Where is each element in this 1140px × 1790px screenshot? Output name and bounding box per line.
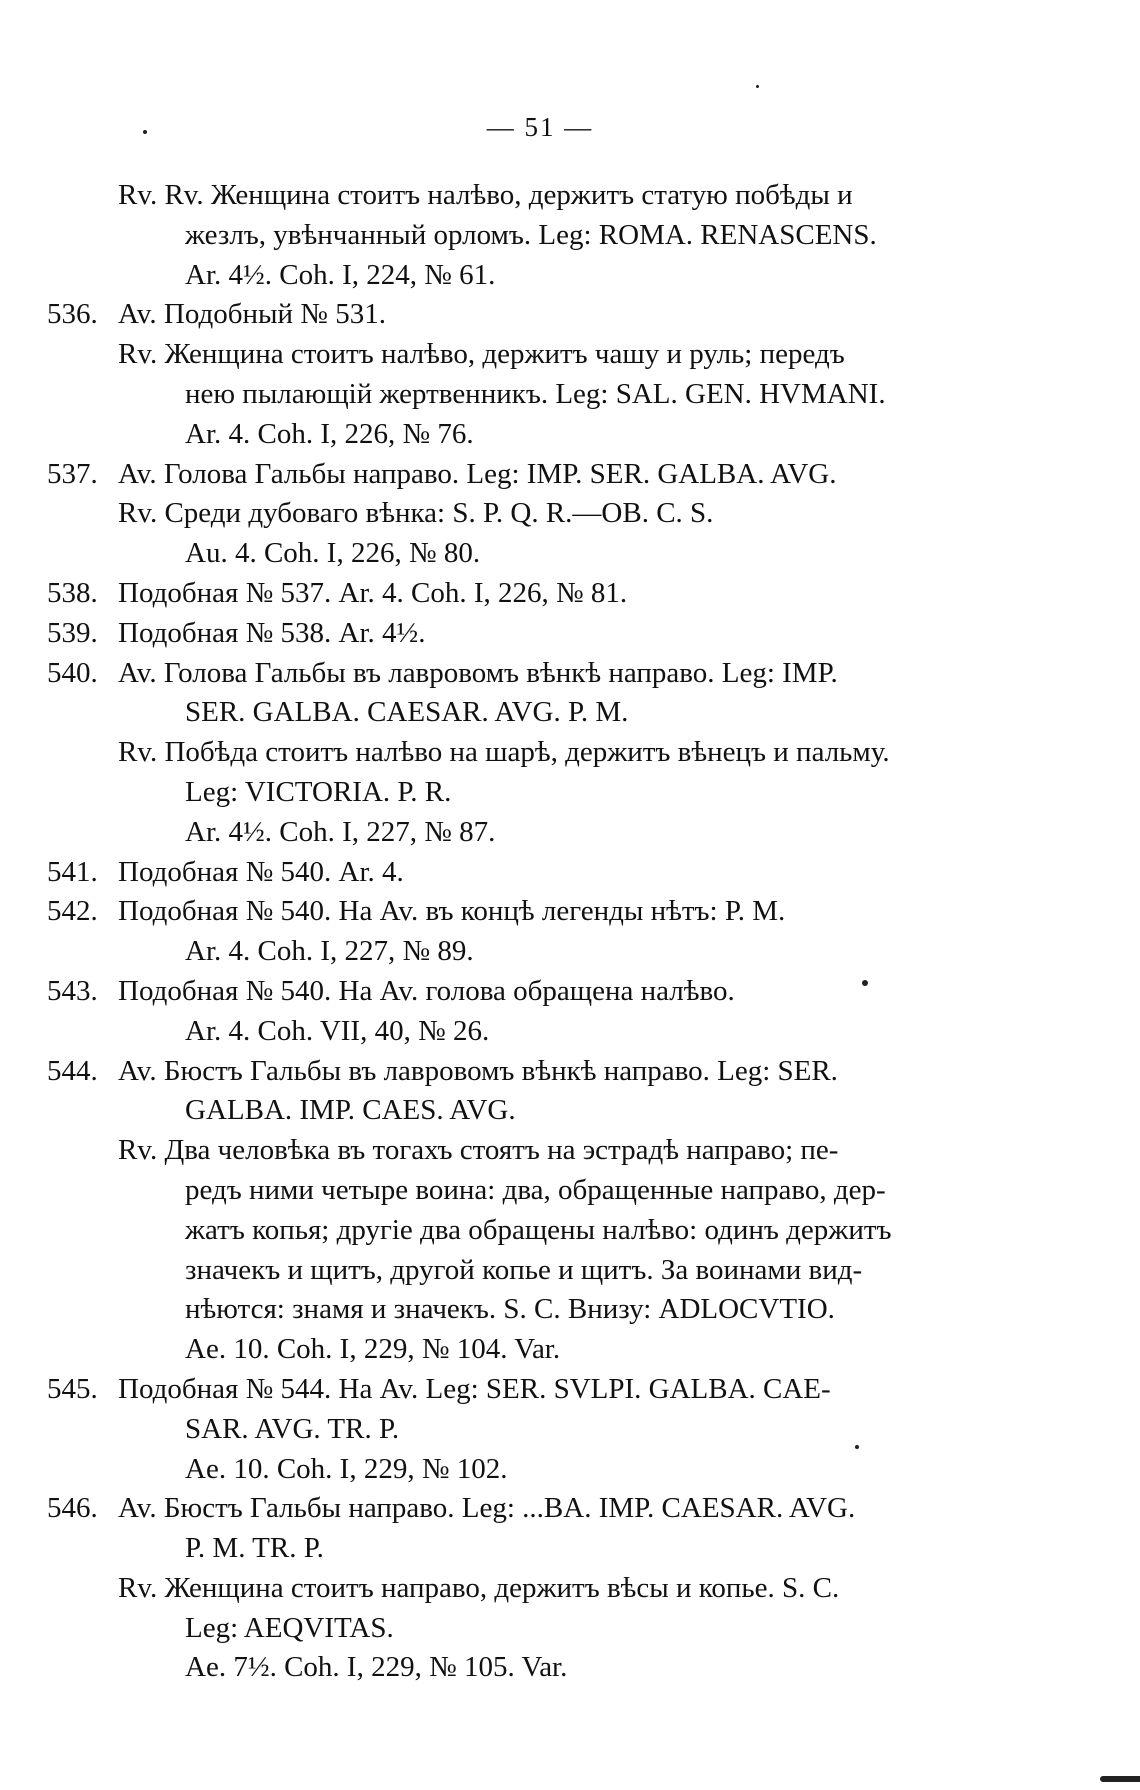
entry-number: 545. bbox=[47, 1372, 98, 1405]
catalog-continuation-line bbox=[0, 1091, 1140, 1131]
catalog-continuation-line bbox=[0, 1330, 1140, 1370]
entry-number: 546. bbox=[47, 1492, 98, 1525]
entry-text: Ae. 10. Coh. I, 229, № 104. Var. bbox=[185, 1333, 561, 1366]
entry-text: Rv. Женщина стоитъ направо, держитъ вѣсы и копье. S. C. bbox=[118, 1571, 840, 1604]
entry-text: Ar. 4. Coh. I, 226, № 76. bbox=[185, 417, 474, 450]
entry-text: Подобная № 540. На Av. голова обращена налѣво. bbox=[118, 974, 735, 1007]
catalog-continuation-line bbox=[0, 176, 1140, 216]
entry-text: Подобная № 544. На Av. Leg: SER. SVLPI. GALBA. CAE- bbox=[118, 1372, 831, 1405]
catalog-continuation-line bbox=[0, 1012, 1140, 1052]
entry-number: 540. bbox=[47, 656, 98, 689]
catalog-continuation-line bbox=[0, 813, 1140, 853]
entry-text: Ae. 7½. Coh. I, 229, № 105. Var. bbox=[185, 1651, 568, 1684]
entry-text: Av. Бюстъ Гальбы направо. Leg: ...BA. IMP. CAESAR. AVG. bbox=[118, 1492, 856, 1525]
catalog-entry-line bbox=[0, 1052, 1140, 1092]
catalog-continuation-line bbox=[0, 534, 1140, 574]
entry-text: Rv. Побѣда стоитъ налѣво на шарѣ, держитъ вѣнецъ и пальму. bbox=[118, 736, 890, 769]
catalog-entry-line bbox=[0, 574, 1140, 614]
page-number: — 51 — bbox=[486, 112, 594, 142]
entry-text: Rv. Среди дубоваго вѣнка: S. P. Q. R.—OB. C. S. bbox=[118, 497, 714, 530]
catalog-entries bbox=[0, 176, 1140, 1688]
entry-text: Ar. 4½. Coh. I, 227, № 87. bbox=[185, 815, 496, 848]
entry-text: GALBA. IMP. CAES. AVG. bbox=[185, 1094, 516, 1127]
catalog-entry-line bbox=[0, 654, 1140, 694]
catalog-continuation-line bbox=[0, 256, 1140, 296]
entry-text: Ar. 4. Coh. I, 227, № 89. bbox=[185, 935, 474, 968]
catalog-continuation-line bbox=[0, 1251, 1140, 1291]
entry-text: Av. Голова Гальбы въ лавровомъ вѣнкѣ направо. Leg: IMP. bbox=[118, 656, 838, 689]
catalog-entry-line bbox=[0, 853, 1140, 893]
catalog-continuation-line bbox=[0, 693, 1140, 733]
catalog-continuation-line bbox=[0, 1211, 1140, 1251]
entry-text: Rv. Два человѣка въ тогахъ стоятъ на эстрадѣ направо; пе- bbox=[118, 1134, 839, 1167]
catalog-continuation-line bbox=[0, 1290, 1140, 1330]
entry-text: Ae. 10. Coh. I, 229, № 102. bbox=[185, 1452, 508, 1485]
catalog-continuation-line bbox=[0, 1171, 1140, 1211]
catalog-entry-line bbox=[0, 972, 1140, 1012]
entry-text: Leg: AEQVITAS. bbox=[185, 1611, 394, 1644]
catalog-continuation-line bbox=[0, 415, 1140, 455]
catalog-continuation-line bbox=[0, 1131, 1140, 1171]
entry-number: 539. bbox=[47, 616, 98, 649]
catalog-entry-line bbox=[0, 1489, 1140, 1529]
print-speck bbox=[862, 980, 868, 986]
catalog-continuation-line bbox=[0, 1410, 1140, 1450]
catalog-continuation-line bbox=[0, 375, 1140, 415]
catalog-continuation-line bbox=[0, 932, 1140, 972]
entry-text: Подобная № 538. Ar. 4½. bbox=[118, 616, 426, 649]
entry-text: SER. GALBA. CAESAR. AVG. P. M. bbox=[185, 696, 629, 729]
entry-text: Leg: VICTORIA. P. R. bbox=[185, 775, 452, 808]
entry-text: Rv. Rv. Женщина стоитъ налѣво, держитъ статую побѣды и bbox=[118, 179, 853, 211]
print-speck bbox=[855, 1445, 859, 1449]
catalog-entry-line bbox=[0, 295, 1140, 335]
entry-text: Av. Подобный № 531. bbox=[118, 298, 386, 331]
entry-text: Au. 4. Coh. I, 226, № 80. bbox=[185, 537, 481, 570]
entry-text: Av. Голова Гальбы направо. Leg: IMP. SER. GALBA. AVG. bbox=[118, 457, 837, 490]
entry-text: Подобная № 540. На Av. въ концѣ легенды нѣтъ: P. M. bbox=[118, 895, 786, 928]
entry-number: 543. bbox=[47, 974, 98, 1007]
catalog-entry-line bbox=[0, 1370, 1140, 1410]
catalog-continuation-line bbox=[0, 773, 1140, 813]
entry-text: SAR. AVG. TR. P. bbox=[185, 1412, 400, 1445]
entry-text: редъ ними четыре воина: два, обращенные направо, дер- bbox=[185, 1173, 886, 1206]
print-speck bbox=[756, 85, 759, 88]
entry-number: 537. bbox=[47, 457, 98, 490]
print-speck bbox=[143, 130, 147, 134]
catalog-continuation-line bbox=[0, 1609, 1140, 1649]
catalog-continuation-line bbox=[0, 216, 1140, 256]
entry-text: Подобная № 540. Ar. 4. bbox=[118, 855, 404, 888]
entry-text: жатъ копья; другіе два обращены налѣво: одинъ держитъ bbox=[185, 1213, 892, 1246]
catalog-entry-line bbox=[0, 455, 1140, 495]
entry-text: нею пылающій жертвенникъ. Leg: SAL. GEN. HVMANI. bbox=[185, 377, 886, 410]
catalog-entry-line bbox=[0, 892, 1140, 932]
entry-number: 536. bbox=[47, 298, 98, 331]
entry-number: 544. bbox=[47, 1054, 98, 1087]
catalog-continuation-line bbox=[0, 1529, 1140, 1569]
catalog-continuation-line bbox=[0, 1450, 1140, 1490]
entry-text: P. M. TR. P. bbox=[185, 1532, 324, 1565]
entry-number: 538. bbox=[47, 576, 98, 609]
entry-text: Ar. 4½. Coh. I, 224, № 61. bbox=[185, 258, 496, 291]
catalog-continuation-line bbox=[0, 1569, 1140, 1609]
entry-text: Av. Бюстъ Гальбы въ лавровомъ вѣнкѣ направо. Leg: SER. bbox=[118, 1054, 838, 1087]
entry-text: значекъ и щитъ, другой копье и щитъ. За воинами вид- bbox=[185, 1253, 863, 1286]
page-edge-mark bbox=[1100, 1776, 1140, 1782]
entry-text: Rv. Женщина стоитъ налѣво, держитъ чашу и руль; передъ bbox=[118, 338, 845, 371]
entry-text: нѣются: знамя и значекъ. S. C. Внизу: ADLOCVTIO. bbox=[185, 1293, 835, 1326]
catalog-continuation-line bbox=[0, 1648, 1140, 1688]
catalog-continuation-line bbox=[0, 335, 1140, 375]
entry-text: жезлъ, увѣнчанный орломъ. Leg: ROMA. RENASCENS. bbox=[185, 218, 877, 251]
entry-number: 542. bbox=[47, 895, 98, 928]
entry-text: Подобная № 537. Ar. 4. Coh. I, 226, № 81. bbox=[118, 576, 628, 609]
entry-number: 541. bbox=[47, 855, 98, 888]
catalog-entry-line bbox=[0, 614, 1140, 654]
entry-text: Ar. 4. Coh. VII, 40, № 26. bbox=[185, 1014, 490, 1047]
catalog-continuation-line bbox=[0, 494, 1140, 534]
catalog-continuation-line bbox=[0, 733, 1140, 773]
